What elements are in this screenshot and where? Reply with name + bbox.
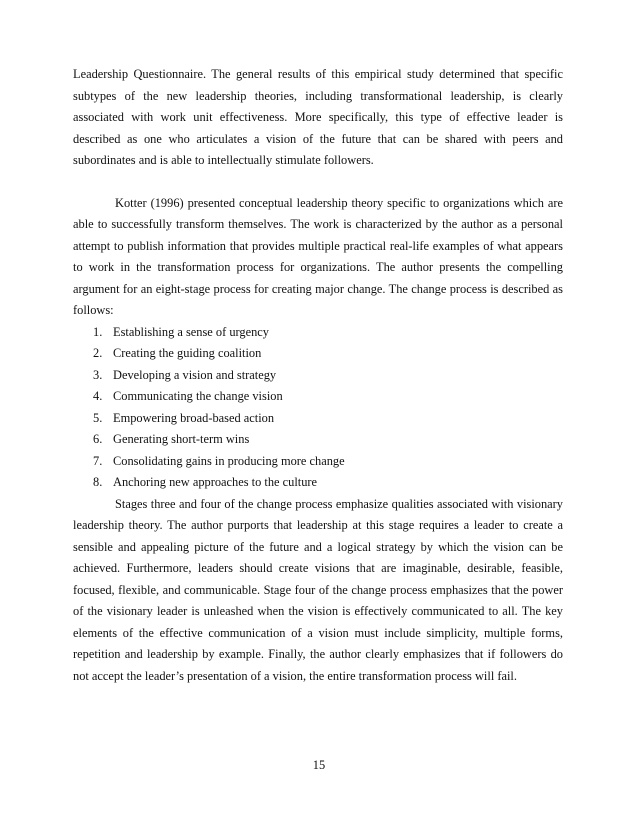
paragraph-questionnaire-results: Leadership Questionnaire. The general results of this empirical study determined that specific subtypes of the new leadership theories, including transformational leadership, is clearly associated with work unit effectiveness. More specifically, this type of effective leader is described as one who articulates a vision of the future that can be shared with peers and subordinates and is able to intellectually stimulate followers. <box>73 67 563 167</box>
list-item <box>73 472 563 494</box>
list-item-text: Creating the guiding coalition <box>113 346 262 360</box>
list-item-text: Developing a vision and strategy <box>113 367 277 382</box>
list-item-number: 7. <box>93 453 103 468</box>
list-item-text: Empowering broad-based action <box>113 410 275 425</box>
list-item-text: Establishing a sense of urgency <box>113 324 269 339</box>
list-item <box>73 365 563 387</box>
list-item-number: 2. <box>93 346 103 360</box>
document-page <box>73 64 563 687</box>
list-item-text: Generating short-term wins <box>113 432 250 446</box>
list-item-text: Consolidating gains in producing more change <box>113 453 345 468</box>
list-item <box>73 343 563 365</box>
paragraph-visionary-leadership: Stages three and four of the change process emphasize qualities associated with visionary leadership theory. The author purports that leadership at this stage requires a leader to create a sensible and appealing picture of the future and a logical strategy by which the vision can be achieved. Furthermore, leaders should create visions that are imaginable, desirable, feasible, focused, flexible, and communicable. Stage four of the change process emphasizes that the power of the visionary leader is unleashed when the vision is effectively communicated to all. The key elements of the effective communication of a vision must include simplicity, multiple forms, repetition and leadership by example. Finally, the author clearly emphasizes that if followers do not accept the leader’s presentation of a vision, the entire transformation process will fail. <box>73 496 563 683</box>
page-number: 15 <box>312 758 326 772</box>
list-item-number: 6. <box>93 432 103 446</box>
list-item <box>73 408 563 430</box>
list-item <box>73 322 563 344</box>
list-item <box>73 429 563 451</box>
list-item-number: 8. <box>93 475 103 489</box>
list-item <box>73 386 563 408</box>
change-stages-list <box>73 322 563 494</box>
list-item-number: 4. <box>93 389 103 403</box>
list-item-number: 1. <box>93 324 103 339</box>
list-item <box>73 451 563 473</box>
list-item-number: 5. <box>93 410 103 425</box>
list-item-text: Communicating the change vision <box>113 389 283 403</box>
list-item-number: 3. <box>93 367 103 382</box>
paragraph-spacer <box>73 172 563 193</box>
list-item-text: Anchoring new approaches to the culture <box>113 475 318 489</box>
paragraph-kotter-intro: Kotter (1996) presented conceptual leadership theory specific to organizations which are able to successfully transform themselves. The work is characterized by the author as a personal attempt to publish information that provides multiple practical real-life examples of what appears to work in the transformation process for organizations. The author presents the compelling argument for an eight-stage process for creating major change. The change process is described as follows: <box>73 195 563 317</box>
